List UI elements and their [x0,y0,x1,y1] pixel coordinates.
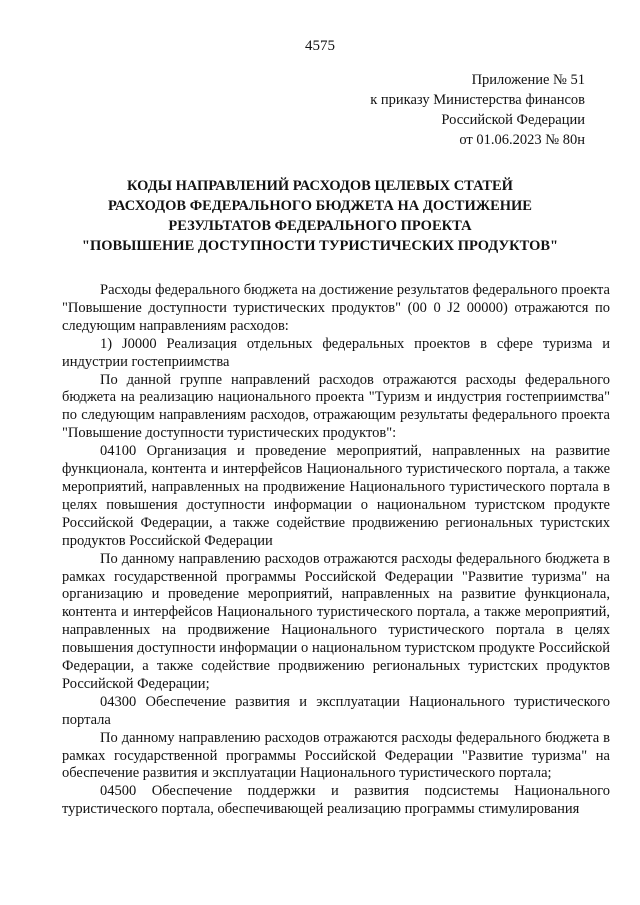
title-line: РАСХОДОВ ФЕДЕРАЛЬНОГО БЮДЖЕТА НА ДОСТИЖЕНИЕ [108,198,532,214]
paragraph: 04300 Обеспечение развития и эксплуатации Национального туристического портала [62,693,610,728]
appendix-line: Российской Федерации [441,112,585,128]
appendix-header [330,70,585,150]
document-title [40,176,600,256]
paragraph: По данной группе направлений расходов отражаются расходы федерального бюджета на реализацию национального проекта "Туризм и индустрия гостеприимства" по следующим направлениям расходов, отражающим результаты федерального проекта "Повышение доступности туристических продуктов": [62,371,610,442]
title-line: "ПОВЫШЕНИЕ ДОСТУПНОСТИ ТУРИСТИЧЕСКИХ ПРОДУКТОВ" [81,238,559,254]
document-body [62,282,610,819]
title-line: РЕЗУЛЬТАТОВ ФЕДЕРАЛЬНОГО ПРОЕКТА [168,218,472,234]
paragraph: 04100 Организация и проведение мероприятий, направленных на развитие функционала, контента и интерфейсов Национального туристического портала, а также мероприятий, направленных на продвижение Национального туристического портала в целях повышения доступности информации о национальном туристском продукте Российской Федерации, а также содействие продвижению региональных туристских продуктов Российской Федерации [62,443,610,549]
appendix-line: к приказу Министерства финансов [370,92,585,108]
paragraph: По данному направлению расходов отражаются расходы федерального бюджета в рамках государственной программы Российской Федерации "Развитие туризма" на организацию и проведение мероприятий, направленных на развитие функционала, контента и интерфейсов Национального туристического портала, а также мероприятий, направленных на продвижение Национального туристического портала в целях повышения доступности информации о национальном туристском продукте Российской Федерации, а также содействие продвижению региональных туристских продуктов Российской Федерации; [62,550,610,692]
appendix-line: Приложение № 51 [471,72,585,88]
page-number: 4575 [305,38,335,54]
paragraph: 1) J0000 Реализация отдельных федеральных проектов в сфере туризма и индустрии гостеприимства [62,335,610,370]
paragraph: По данному направлению расходов отражаются расходы федерального бюджета в рамках государственной программы Российской Федерации "Развитие туризма" на обеспечение развития и эксплуатации Национального туристического портала; [62,729,610,782]
appendix-line: от 01.06.2023 № 80н [459,132,585,148]
paragraph: 04500 Обеспечение поддержки и развития подсистемы Национального туристического портала, обеспечивающей реализацию программы стимулирования [62,783,610,818]
title-line: КОДЫ НАПРАВЛЕНИЙ РАСХОДОВ ЦЕЛЕВЫХ СТАТЕЙ [127,178,513,194]
paragraph: Расходы федерального бюджета на достижение результатов федерального проекта "Повышение доступности туристических продуктов" (00 0 J2 00000) отражаются по следующим направлениям расходов: [62,282,610,334]
